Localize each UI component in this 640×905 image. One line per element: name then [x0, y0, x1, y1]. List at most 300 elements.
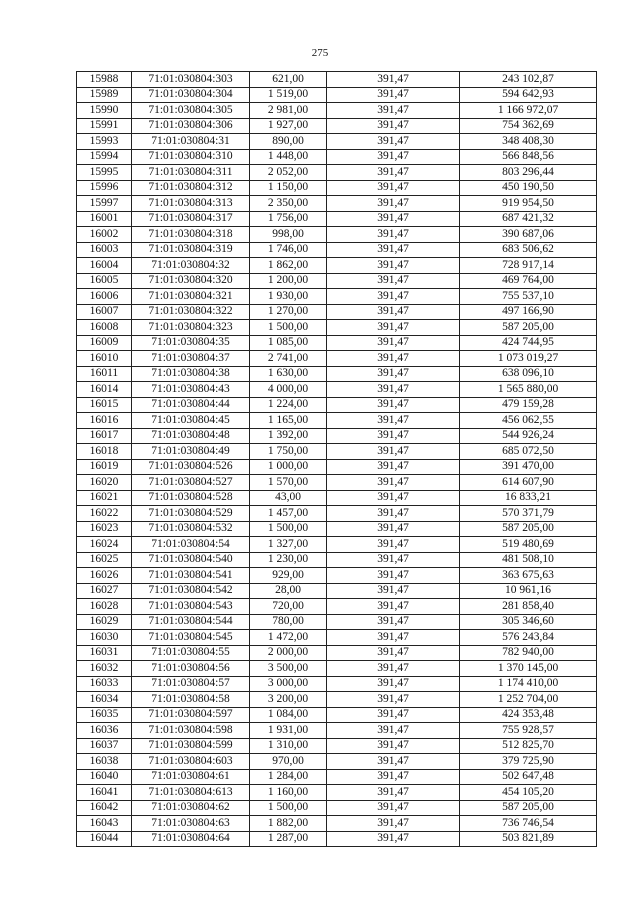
area-cell: 3 500,00 [250, 661, 327, 677]
table-row [77, 180, 597, 196]
row-number-cell: 15997 [77, 196, 132, 212]
rate-cell: 391,47 [327, 366, 460, 382]
cadastral-number-cell: 71:01:030804:63 [132, 816, 250, 832]
value-cell: 481 508,10 [460, 552, 597, 568]
table-row [77, 382, 597, 398]
area-cell: 1 327,00 [250, 537, 327, 553]
value-cell: 16 833,21 [460, 490, 597, 506]
table-row [77, 242, 597, 258]
table-row [77, 707, 597, 723]
rate-cell: 391,47 [327, 521, 460, 537]
area-cell: 1 448,00 [250, 149, 327, 165]
value-cell: 391 470,00 [460, 459, 597, 475]
value-cell: 363 675,63 [460, 568, 597, 584]
table-row [77, 134, 597, 150]
page-number: 275 [311, 47, 329, 59]
area-cell: 970,00 [250, 754, 327, 770]
rate-cell: 391,47 [327, 692, 460, 708]
cadastral-number-cell: 71:01:030804:323 [132, 320, 250, 336]
value-cell: 1 252 704,00 [460, 692, 597, 708]
row-number-cell: 16022 [77, 506, 132, 522]
cadastral-number-cell: 71:01:030804:603 [132, 754, 250, 770]
rate-cell: 391,47 [327, 397, 460, 413]
cadastral-number-cell: 71:01:030804:56 [132, 661, 250, 677]
row-number-cell: 16017 [77, 428, 132, 444]
row-number-cell: 16040 [77, 769, 132, 785]
row-number-cell: 16003 [77, 242, 132, 258]
rate-cell: 391,47 [327, 614, 460, 630]
value-cell: 305 346,60 [460, 614, 597, 630]
cadastral-number-cell: 71:01:030804:544 [132, 614, 250, 630]
value-cell: 570 371,79 [460, 506, 597, 522]
row-number-cell: 16007 [77, 304, 132, 320]
row-number-cell: 15996 [77, 180, 132, 196]
table-row [77, 103, 597, 119]
cadastral-number-cell: 71:01:030804:38 [132, 366, 250, 382]
table-row [77, 583, 597, 599]
area-cell: 43,00 [250, 490, 327, 506]
value-cell: 919 954,50 [460, 196, 597, 212]
rate-cell: 391,47 [327, 831, 460, 847]
area-cell: 3 000,00 [250, 676, 327, 692]
table-row [77, 459, 597, 475]
value-cell: 687 421,32 [460, 211, 597, 227]
value-cell: 497 166,90 [460, 304, 597, 320]
row-number-cell: 16009 [77, 335, 132, 351]
row-number-cell: 16031 [77, 645, 132, 661]
row-number-cell: 16018 [77, 444, 132, 460]
area-cell: 1 310,00 [250, 738, 327, 754]
cadastral-number-cell: 71:01:030804:55 [132, 645, 250, 661]
cadastral-number-cell: 71:01:030804:545 [132, 630, 250, 646]
row-number-cell: 16010 [77, 351, 132, 367]
rate-cell: 391,47 [327, 707, 460, 723]
row-number-cell: 15991 [77, 118, 132, 134]
rate-cell: 391,47 [327, 459, 460, 475]
area-cell: 1 160,00 [250, 785, 327, 801]
value-cell: 1 166 972,07 [460, 103, 597, 119]
value-cell: 803 296,44 [460, 165, 597, 181]
table-row [77, 258, 597, 274]
area-cell: 621,00 [250, 72, 327, 88]
rate-cell: 391,47 [327, 335, 460, 351]
row-number-cell: 16011 [77, 366, 132, 382]
cadastral-number-cell: 71:01:030804:317 [132, 211, 250, 227]
table-row [77, 490, 597, 506]
rate-cell: 391,47 [327, 661, 460, 677]
cadastral-number-cell: 71:01:030804:541 [132, 568, 250, 584]
cadastral-number-cell: 71:01:030804:613 [132, 785, 250, 801]
cadastral-number-cell: 71:01:030804:542 [132, 583, 250, 599]
table-row [77, 521, 597, 537]
rate-cell: 391,47 [327, 754, 460, 770]
area-cell: 1 519,00 [250, 87, 327, 103]
value-cell: 728 917,14 [460, 258, 597, 274]
table-row [77, 769, 597, 785]
area-cell: 720,00 [250, 599, 327, 615]
value-cell: 566 848,56 [460, 149, 597, 165]
rate-cell: 391,47 [327, 769, 460, 785]
rate-cell: 391,47 [327, 118, 460, 134]
table-row [77, 335, 597, 351]
row-number-cell: 16025 [77, 552, 132, 568]
area-cell: 1 150,00 [250, 180, 327, 196]
cadastral-number-cell: 71:01:030804:44 [132, 397, 250, 413]
row-number-cell: 16027 [77, 583, 132, 599]
rate-cell: 391,47 [327, 630, 460, 646]
cadastral-number-cell: 71:01:030804:31 [132, 134, 250, 150]
value-cell: 379 725,90 [460, 754, 597, 770]
table-row [77, 723, 597, 739]
cadastral-number-cell: 71:01:030804:320 [132, 273, 250, 289]
table-row [77, 754, 597, 770]
cadastral-number-cell: 71:01:030804:35 [132, 335, 250, 351]
cadastral-number-cell: 71:01:030804:303 [132, 72, 250, 88]
cadastral-number-cell: 71:01:030804:543 [132, 599, 250, 615]
rate-cell: 391,47 [327, 242, 460, 258]
row-number-cell: 16030 [77, 630, 132, 646]
table-row [77, 196, 597, 212]
value-cell: 348 408,30 [460, 134, 597, 150]
rate-cell: 391,47 [327, 738, 460, 754]
rate-cell: 391,47 [327, 72, 460, 88]
row-number-cell: 16042 [77, 800, 132, 816]
value-cell: 755 928,57 [460, 723, 597, 739]
row-number-cell: 16043 [77, 816, 132, 832]
table-row [77, 428, 597, 444]
table-row [77, 304, 597, 320]
row-number-cell: 16037 [77, 738, 132, 754]
table-row [77, 552, 597, 568]
rate-cell: 391,47 [327, 165, 460, 181]
cadastral-number-cell: 71:01:030804:311 [132, 165, 250, 181]
row-number-cell: 16005 [77, 273, 132, 289]
area-cell: 1 224,00 [250, 397, 327, 413]
table-row [77, 227, 597, 243]
value-cell: 424 353,48 [460, 707, 597, 723]
cadastral-number-cell: 71:01:030804:321 [132, 289, 250, 305]
area-cell: 4 000,00 [250, 382, 327, 398]
table-row [77, 475, 597, 491]
table-row [77, 661, 597, 677]
cadastral-number-cell: 71:01:030804:312 [132, 180, 250, 196]
table-row [77, 149, 597, 165]
row-number-cell: 16035 [77, 707, 132, 723]
cadastral-number-cell: 71:01:030804:319 [132, 242, 250, 258]
area-cell: 1 270,00 [250, 304, 327, 320]
table-row [77, 118, 597, 134]
value-cell: 1 565 880,00 [460, 382, 597, 398]
value-cell: 683 506,62 [460, 242, 597, 258]
value-cell: 450 190,50 [460, 180, 597, 196]
cadastral-number-cell: 71:01:030804:310 [132, 149, 250, 165]
rate-cell: 391,47 [327, 723, 460, 739]
value-cell: 685 072,50 [460, 444, 597, 460]
area-cell: 1 287,00 [250, 831, 327, 847]
rate-cell: 391,47 [327, 800, 460, 816]
rate-cell: 391,47 [327, 645, 460, 661]
value-cell: 503 821,89 [460, 831, 597, 847]
rate-cell: 391,47 [327, 428, 460, 444]
rate-cell: 391,47 [327, 537, 460, 553]
cadastral-number-cell: 71:01:030804:526 [132, 459, 250, 475]
area-cell: 1 927,00 [250, 118, 327, 134]
area-cell: 2 981,00 [250, 103, 327, 119]
row-number-cell: 16026 [77, 568, 132, 584]
cadastral-number-cell: 71:01:030804:528 [132, 490, 250, 506]
rate-cell: 391,47 [327, 149, 460, 165]
value-cell: 454 105,20 [460, 785, 597, 801]
rate-cell: 391,47 [327, 676, 460, 692]
value-cell: 755 537,10 [460, 289, 597, 305]
cadastral-number-cell: 71:01:030804:54 [132, 537, 250, 553]
table-row [77, 366, 597, 382]
row-number-cell: 16008 [77, 320, 132, 336]
row-number-cell: 16020 [77, 475, 132, 491]
table-row [77, 568, 597, 584]
area-cell: 1 230,00 [250, 552, 327, 568]
rate-cell: 391,47 [327, 490, 460, 506]
row-number-cell: 15988 [77, 72, 132, 88]
rate-cell: 391,47 [327, 475, 460, 491]
cadastral-number-cell: 71:01:030804:58 [132, 692, 250, 708]
area-cell: 1 500,00 [250, 521, 327, 537]
rate-cell: 391,47 [327, 227, 460, 243]
area-cell: 780,00 [250, 614, 327, 630]
table-row [77, 831, 597, 847]
area-cell: 1 000,00 [250, 459, 327, 475]
cadastral-number-cell: 71:01:030804:64 [132, 831, 250, 847]
rate-cell: 391,47 [327, 785, 460, 801]
cadastral-number-cell: 71:01:030804:305 [132, 103, 250, 119]
row-number-cell: 16004 [77, 258, 132, 274]
area-cell: 1 457,00 [250, 506, 327, 522]
row-number-cell: 15995 [77, 165, 132, 181]
table-row [77, 273, 597, 289]
value-cell: 587 205,00 [460, 320, 597, 336]
cadastral-number-cell: 71:01:030804:62 [132, 800, 250, 816]
row-number-cell: 16029 [77, 614, 132, 630]
area-cell: 1 750,00 [250, 444, 327, 460]
row-number-cell: 16036 [77, 723, 132, 739]
row-number-cell: 15990 [77, 103, 132, 119]
table-row [77, 397, 597, 413]
rate-cell: 391,47 [327, 413, 460, 429]
value-cell: 10 961,16 [460, 583, 597, 599]
area-cell: 3 200,00 [250, 692, 327, 708]
rate-cell: 391,47 [327, 552, 460, 568]
rate-cell: 391,47 [327, 351, 460, 367]
row-number-cell: 16019 [77, 459, 132, 475]
value-cell: 782 940,00 [460, 645, 597, 661]
row-number-cell: 16032 [77, 661, 132, 677]
rate-cell: 391,47 [327, 134, 460, 150]
value-cell: 281 858,40 [460, 599, 597, 615]
row-number-cell: 16002 [77, 227, 132, 243]
cadastral-table [76, 71, 597, 847]
area-cell: 2 741,00 [250, 351, 327, 367]
area-cell: 1 500,00 [250, 800, 327, 816]
table-row [77, 320, 597, 336]
table-row [77, 614, 597, 630]
row-number-cell: 16033 [77, 676, 132, 692]
table-row [77, 537, 597, 553]
value-cell: 587 205,00 [460, 521, 597, 537]
cadastral-number-cell: 71:01:030804:49 [132, 444, 250, 460]
cadastral-number-cell: 71:01:030804:598 [132, 723, 250, 739]
rate-cell: 391,47 [327, 304, 460, 320]
table-row [77, 599, 597, 615]
cadastral-number-cell: 71:01:030804:32 [132, 258, 250, 274]
table-row [77, 800, 597, 816]
value-cell: 456 062,55 [460, 413, 597, 429]
table-row [77, 676, 597, 692]
rate-cell: 391,47 [327, 273, 460, 289]
table-row [77, 630, 597, 646]
value-cell: 754 362,69 [460, 118, 597, 134]
table-row [77, 692, 597, 708]
area-cell: 929,00 [250, 568, 327, 584]
value-cell: 587 205,00 [460, 800, 597, 816]
value-cell: 736 746,54 [460, 816, 597, 832]
table-row [77, 351, 597, 367]
cadastral-number-cell: 71:01:030804:599 [132, 738, 250, 754]
area-cell: 1 084,00 [250, 707, 327, 723]
area-cell: 1 284,00 [250, 769, 327, 785]
cadastral-number-cell: 71:01:030804:313 [132, 196, 250, 212]
rate-cell: 391,47 [327, 382, 460, 398]
area-cell: 1 472,00 [250, 630, 327, 646]
table-row [77, 87, 597, 103]
table-row [77, 506, 597, 522]
row-number-cell: 16044 [77, 831, 132, 847]
area-cell: 1 862,00 [250, 258, 327, 274]
rate-cell: 391,47 [327, 583, 460, 599]
value-cell: 502 647,48 [460, 769, 597, 785]
cadastral-number-cell: 71:01:030804:322 [132, 304, 250, 320]
cadastral-number-cell: 71:01:030804:45 [132, 413, 250, 429]
rate-cell: 391,47 [327, 211, 460, 227]
area-cell: 1 165,00 [250, 413, 327, 429]
area-cell: 1 392,00 [250, 428, 327, 444]
cadastral-number-cell: 71:01:030804:37 [132, 351, 250, 367]
rate-cell: 391,47 [327, 816, 460, 832]
area-cell: 1 882,00 [250, 816, 327, 832]
area-cell: 1 200,00 [250, 273, 327, 289]
area-cell: 1 746,00 [250, 242, 327, 258]
table-row [77, 165, 597, 181]
cadastral-number-cell: 71:01:030804:540 [132, 552, 250, 568]
rate-cell: 391,47 [327, 196, 460, 212]
rate-cell: 391,47 [327, 258, 460, 274]
row-number-cell: 16006 [77, 289, 132, 305]
rate-cell: 391,47 [327, 289, 460, 305]
row-number-cell: 16014 [77, 382, 132, 398]
value-cell: 576 243,84 [460, 630, 597, 646]
row-number-cell: 15994 [77, 149, 132, 165]
table-body [77, 72, 597, 847]
row-number-cell: 16023 [77, 521, 132, 537]
area-cell: 890,00 [250, 134, 327, 150]
cadastral-number-cell: 71:01:030804:529 [132, 506, 250, 522]
value-cell: 1 174 410,00 [460, 676, 597, 692]
row-number-cell: 16021 [77, 490, 132, 506]
cadastral-number-cell: 71:01:030804:532 [132, 521, 250, 537]
value-cell: 479 159,28 [460, 397, 597, 413]
area-cell: 1 085,00 [250, 335, 327, 351]
cadastral-number-cell: 71:01:030804:48 [132, 428, 250, 444]
value-cell: 469 764,00 [460, 273, 597, 289]
table-row [77, 289, 597, 305]
cadastral-number-cell: 71:01:030804:61 [132, 769, 250, 785]
row-number-cell: 16028 [77, 599, 132, 615]
rate-cell: 391,47 [327, 180, 460, 196]
value-cell: 1 073 019,27 [460, 351, 597, 367]
area-cell: 2 052,00 [250, 165, 327, 181]
value-cell: 614 607,90 [460, 475, 597, 491]
table-row [77, 413, 597, 429]
row-number-cell: 16038 [77, 754, 132, 770]
cadastral-number-cell: 71:01:030804:304 [132, 87, 250, 103]
rate-cell: 391,47 [327, 599, 460, 615]
area-cell: 1 756,00 [250, 211, 327, 227]
value-cell: 512 825,70 [460, 738, 597, 754]
row-number-cell: 16024 [77, 537, 132, 553]
value-cell: 638 096,10 [460, 366, 597, 382]
table-row [77, 816, 597, 832]
row-number-cell: 15993 [77, 134, 132, 150]
row-number-cell: 16034 [77, 692, 132, 708]
value-cell: 519 480,69 [460, 537, 597, 553]
value-cell: 1 370 145,00 [460, 661, 597, 677]
row-number-cell: 16041 [77, 785, 132, 801]
value-cell: 594 642,93 [460, 87, 597, 103]
area-cell: 1 930,00 [250, 289, 327, 305]
rate-cell: 391,47 [327, 320, 460, 336]
cadastral-number-cell: 71:01:030804:318 [132, 227, 250, 243]
table-row [77, 738, 597, 754]
rate-cell: 391,47 [327, 568, 460, 584]
area-cell: 2 000,00 [250, 645, 327, 661]
value-cell: 390 687,06 [460, 227, 597, 243]
cadastral-number-cell: 71:01:030804:597 [132, 707, 250, 723]
cadastral-number-cell: 71:01:030804:43 [132, 382, 250, 398]
table-row [77, 645, 597, 661]
value-cell: 544 926,24 [460, 428, 597, 444]
rate-cell: 391,47 [327, 444, 460, 460]
area-cell: 1 570,00 [250, 475, 327, 491]
table-row [77, 444, 597, 460]
area-cell: 2 350,00 [250, 196, 327, 212]
table-row [77, 211, 597, 227]
value-cell: 424 744,95 [460, 335, 597, 351]
cadastral-number-cell: 71:01:030804:306 [132, 118, 250, 134]
rate-cell: 391,47 [327, 506, 460, 522]
area-cell: 998,00 [250, 227, 327, 243]
area-cell: 28,00 [250, 583, 327, 599]
table-row [77, 72, 597, 88]
row-number-cell: 16015 [77, 397, 132, 413]
row-number-cell: 15989 [77, 87, 132, 103]
table-row [77, 785, 597, 801]
rate-cell: 391,47 [327, 87, 460, 103]
value-cell: 243 102,87 [460, 72, 597, 88]
cadastral-number-cell: 71:01:030804:527 [132, 475, 250, 491]
cadastral-number-cell: 71:01:030804:57 [132, 676, 250, 692]
row-number-cell: 16016 [77, 413, 132, 429]
area-cell: 1 500,00 [250, 320, 327, 336]
row-number-cell: 16001 [77, 211, 132, 227]
